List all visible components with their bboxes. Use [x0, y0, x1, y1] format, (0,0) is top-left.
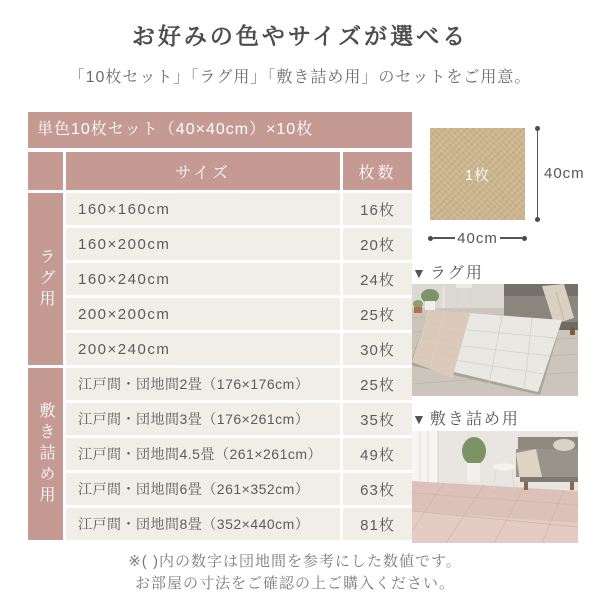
table-row-count: 25枚: [343, 298, 412, 330]
table-row-size: 江戸間・団地間8畳（352×440cm）: [66, 508, 340, 540]
rug-photo-label-text: ラグ用: [429, 265, 484, 282]
set-banner: 単色10枚セット（40×40cm）×10枚: [28, 112, 412, 148]
table-row-size: 江戸間・団地間3畳（176×261cm）: [66, 403, 340, 435]
down-triangle-icon: ▼: [412, 411, 428, 427]
size-column-header: サイズ: [66, 152, 340, 190]
table-row-size: 160×160cm: [66, 193, 340, 225]
table-row-count: 81枚: [343, 508, 412, 540]
table-row-count: 35枚: [343, 403, 412, 435]
dimension-dot: [522, 236, 527, 241]
rug-usage-photo: [412, 284, 578, 396]
size-table: [28, 152, 412, 540]
table-row-size: 江戸間・団地間6畳（261×352cm）: [66, 473, 340, 505]
table-row-size: 200×200cm: [66, 298, 340, 330]
width-dimension-label: 40cm: [457, 229, 498, 247]
table-row-count: 49枚: [343, 438, 412, 470]
table-row-size: 江戸間・団地間4.5畳（261×261cm）: [66, 438, 340, 470]
table-row-count: 20枚: [343, 228, 412, 260]
footnote-line-2: お部屋の寸法をご確認の上ご購入ください。: [134, 574, 455, 592]
tile-dimension-figure: [412, 112, 585, 252]
dimension-line: [500, 237, 522, 239]
count-column-header: 枚数: [343, 152, 412, 190]
dimension-line: [433, 237, 455, 239]
table-row-size: 160×200cm: [66, 228, 340, 260]
footnote-line-1: ※( )内の数字は団地間を参考にした数値です。: [128, 553, 462, 570]
group-label-tatami: 敷き詰め用: [28, 368, 63, 540]
table-row-count: 30枚: [343, 333, 412, 365]
table-row-count: 63枚: [343, 473, 412, 505]
carpet-tile-swatch: [430, 128, 525, 220]
table-row-count: 16枚: [343, 193, 412, 225]
table-row-count: 24枚: [343, 263, 412, 295]
table-row-size: 江戸間・団地間2畳（176×176cm）: [66, 368, 340, 400]
rug-room-illustration: [412, 284, 578, 396]
down-triangle-icon: ▼: [412, 265, 428, 281]
rug-photo-label: [412, 260, 484, 283]
height-dimension-line: [535, 126, 540, 222]
page-subtitle: 「10枚セット」「ラグ用」「敷き詰め用」のセットをご用意。: [68, 69, 532, 86]
dimension-dot: [535, 217, 540, 222]
tile-count-label: 1枚: [464, 166, 491, 184]
tatami-photo-label-text: 敷き詰め用: [429, 411, 520, 428]
height-dimension-label: 40cm: [544, 165, 585, 182]
page-title: お好みの色やサイズが選べる: [131, 23, 469, 49]
table-row-count: 25枚: [343, 368, 412, 400]
tatami-usage-photo: [412, 431, 578, 543]
tatami-photo-label: [412, 406, 520, 429]
table-corner-cell: [28, 152, 63, 190]
tiled-room-illustration: [412, 431, 578, 543]
dimension-line: [537, 131, 539, 217]
table-row-size: 160×240cm: [66, 263, 340, 295]
width-dimension-line: [428, 231, 527, 245]
table-row-size: 200×240cm: [66, 333, 340, 365]
footnote: [0, 551, 590, 595]
group-label-rug: ラグ用: [28, 193, 63, 365]
